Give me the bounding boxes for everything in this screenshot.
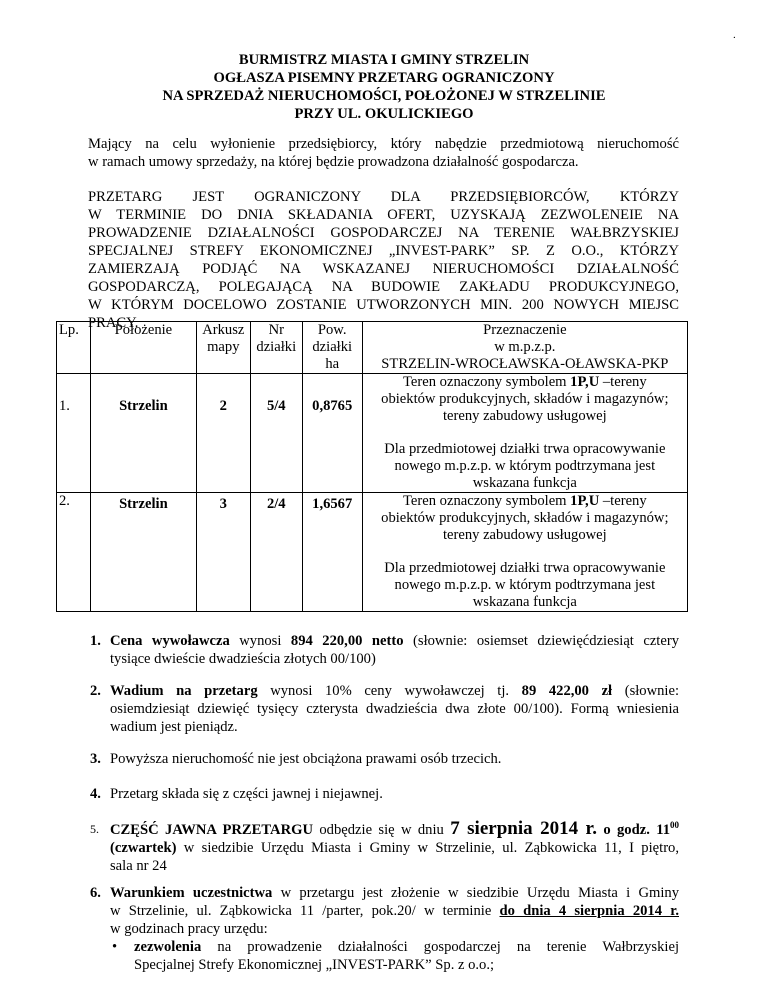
- row-sheet: 2: [196, 374, 250, 493]
- table-row: [57, 374, 688, 493]
- header-sheet: Arkusz mapy: [196, 322, 250, 374]
- list-item: 2. Wadium na przetarg wynosi 10% ceny wywoławczej tj. 89 422,00 zł (słownie: osiemdziesiąt dziewięć tysięcy czterysta dwadzieścia dwa złote 00/100). Formą wniesienia wadium jest pieniądz.: [90, 683, 680, 735]
- row-sheet: 3: [196, 493, 250, 612]
- restriction-line: GOSPODARCZĄ, POLEGAJĄCĄ NA BUDOWIE ZAKŁADU PRODUKCYJNEGO,: [88, 279, 679, 295]
- intro-paragraph: [88, 135, 679, 171]
- row-purpose: Teren oznaczony symbolem 1P,U –tereny obiektów produkcyjnych, składów i magazynów; tereny zabudowy usługowej Dla przedmiotowej działki trwa opracowywanie nowego m.p.z.p. w którym podtrzymana jest wskazana funkcja: [362, 493, 687, 612]
- bullet: •: [112, 939, 118, 955]
- row-plot: 5/4: [250, 374, 302, 493]
- row-lp: 2.: [57, 493, 91, 612]
- list-item: 1. Cena wywoławcza wynosi 894 220,00 netto (słownie: osiemset dziewięćdziesiąt cztery tysiące dwieście dwadzieścia złotych 00/100): [90, 633, 679, 667]
- row-purpose: Teren oznaczony symbolem 1P,U –tereny obiektów produkcyjnych, składów i magazynów; tereny zabudowy usługowej Dla przedmiotowej działki trwa opracowywanie nowego m.p.z.p. w którym podtrzymana jest wskazana funkcja: [362, 374, 687, 493]
- header-area: Pow. działki ha: [302, 322, 362, 374]
- row-area: 1,6567: [302, 493, 362, 612]
- title-line-3: NA SPRZEDAŻ NIERUCHOMOŚCI, POŁOŻONEJ W STRZELINIE: [162, 88, 606, 104]
- row-area: 0,8765: [302, 374, 362, 493]
- row-lp: 1.: [57, 374, 91, 493]
- row-location: Strzelin: [90, 374, 196, 493]
- title-line-4: PRZY UL. OKULICKIEGO: [294, 106, 474, 122]
- restriction-line: ZAMIERZAJĄ PODJĄĆ NA WSKAZANEJ NIERUCHOMOŚCI DZIAŁALNOŚĆ: [88, 261, 679, 277]
- property-table: [56, 321, 688, 612]
- list-item: 6. Warunkiem uczestnictwa w przetargu jest złożenie w siedzibie Urzędu Miasta i Gminy w Strzelinie, ul. Ząbkowicka 11 /parter, pok.20/ w terminie do dnia 4 sierpnia 2014 r. w godzinach pracy urzędu: • zezwolenia na prowadzenie działalności gospodarczej na terenie Wałbrzyskiej Specjalnej Strefy Ekonomicznej „INVEST-PARK” Sp. z o.o.;: [90, 885, 679, 973]
- header-plot: Nr działki: [250, 322, 302, 374]
- header-lp: Lp.: [57, 322, 91, 374]
- restriction-line: PRZETARG JEST OGRANICZONY DLA PRZEDSIĘBIORCÓW, KTÓRZY: [88, 189, 679, 205]
- title-line-2: OGŁASZA PISEMNY PRZETARG OGRANICZONY: [213, 70, 555, 86]
- list-item: 4. Przetarg składa się z części jawnej i niejawnej.: [90, 786, 383, 802]
- corner-mark: .: [733, 29, 736, 41]
- intro-line-1: Mający na celu wyłonienie przedsiębiorcy, który nabędzie przedmiotową nieruchomość: [88, 136, 679, 152]
- list-item: 5. CZĘŚĆ JAWNA PRZETARGU odbędzie się w dniu 7 sierpnia 2014 r. o godz. $11^{00}$ (czwartek) w siedzibie Urzędu Miasta i Gminy w Strzelinie, ul. Ząbkowicka 11, I piętro, sala nr 24: [90, 817, 679, 874]
- restriction-line: PROWADZENIE DZIAŁALNOŚCI GOSPODARCZEJ NA TERENIE WAŁBRZYSKIEJ: [88, 225, 679, 241]
- restriction-line: SPECJALNEJ STREFY EKONOMICZNEJ „INVEST-PARK” SP. Z O.O., KTÓRZY: [88, 243, 679, 259]
- restriction-line: W KTÓRYM DOCELOWO ZOSTANIE UTWORZONYCH MIN. 200 NOWYCH MIEJSC: [88, 297, 679, 313]
- row-plot: 2/4: [250, 493, 302, 612]
- table-header-row: [57, 322, 688, 374]
- restriction-paragraph: [88, 188, 679, 332]
- row-location: Strzelin: [90, 493, 196, 612]
- list-item: 3. Powyższa nieruchomość nie jest obciążona prawami osób trzecich.: [90, 751, 502, 767]
- intro-line-2: w ramach umowy sprzedaży, na której będzie prowadzona działalność gospodarcza.: [88, 154, 579, 170]
- announcement-title: [0, 51, 768, 123]
- header-location: Położenie: [90, 322, 196, 374]
- restriction-line: PRACY.: [88, 315, 139, 331]
- header-purpose: Przeznaczenie w m.p.z.p. STRZELIN-WROCŁAWSKA-OŁAWSKA-PKP: [362, 322, 687, 374]
- restriction-line: W TERMINIE DO DNIA SKŁADANIA OFERT, UZYSKAJĄ ZEZWOLENEIE NA: [88, 207, 679, 223]
- title-line-1: BURMISTRZ MIASTA I GMINY STRZELIN: [238, 52, 530, 68]
- table-row: [57, 493, 688, 612]
